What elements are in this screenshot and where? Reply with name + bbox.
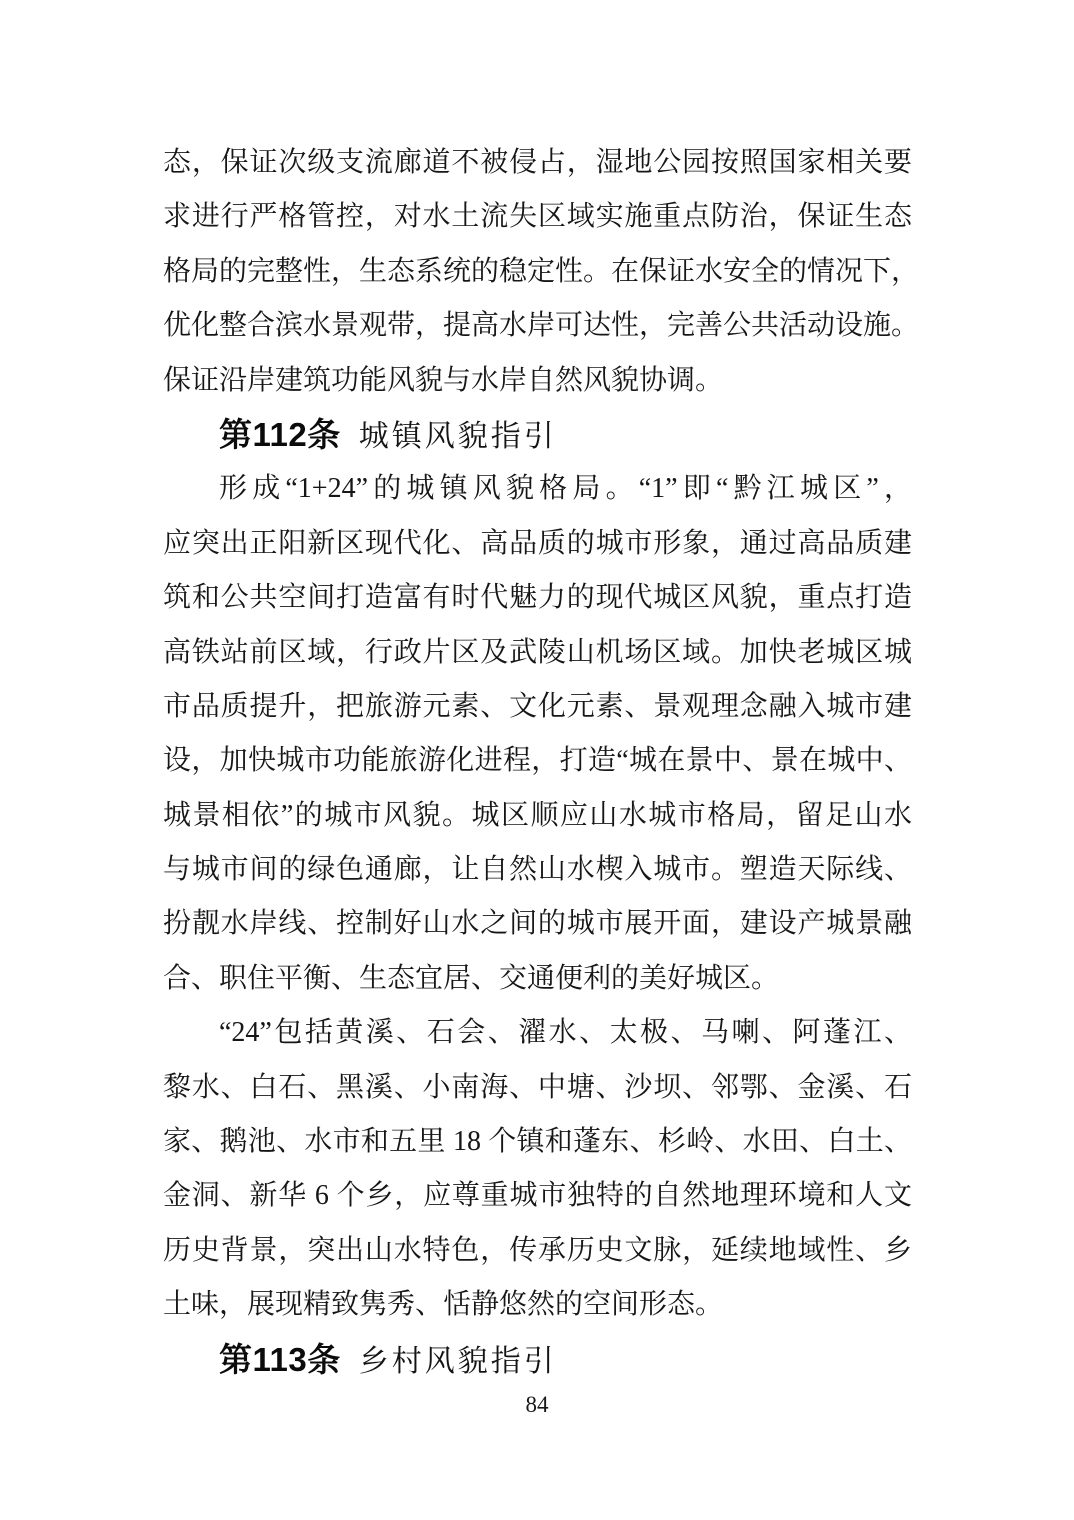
text-line: “24”包括黄溪、石会、濯水、太极、马喇、阿蓬江、 xyxy=(219,1017,912,1049)
paragraph xyxy=(163,462,912,1006)
document-content xyxy=(163,136,920,1387)
paragraph xyxy=(163,1006,912,1332)
text-line: 土味，展现精致隽秀、恬静悠然的空间形态。 xyxy=(163,1289,724,1321)
text-line: 应突出正阳新区现代化、高品质的城市形象，通过高品质建 xyxy=(163,527,912,559)
text-line: 高铁站前区域，行政片区及武陵山机场区域。加快老城区城 xyxy=(163,636,912,668)
article-title: 城镇风貌指引 xyxy=(358,419,557,453)
text-line: 合、职住平衡、生态宜居、交通便利的美好城区。 xyxy=(163,962,780,994)
text-line: 态，保证次级支流廊道不被侵占，湿地公园按照国家相关要 xyxy=(163,147,912,178)
text-line: 格局的完整性，生态系统的稳定性。在保证水安全的情况下， xyxy=(163,255,920,287)
article-number: 第112条 xyxy=(219,415,341,453)
article-heading xyxy=(163,408,912,462)
paragraph xyxy=(163,136,920,408)
text-line: 扮靓水岸线、控制好山水之间的城市展开面，建设产城景融 xyxy=(163,908,912,940)
text-line: 设，加快城市功能旅游化进程，打造“城在景中、景在城中、 xyxy=(163,745,912,777)
text-line: 与城市间的绿色通廊，让自然山水楔入城市。塑造天际线、 xyxy=(163,854,912,886)
text-line: 保证沿岸建筑功能风貌与水岸自然风貌协调。 xyxy=(163,364,724,396)
text-line: 筑和公共空间打造富有时代魅力的现代城区风貌，重点打造 xyxy=(163,582,912,614)
page-number: 84 xyxy=(525,1392,549,1417)
text-line: 黎水、白石、黑溪、小南海、中塘、沙坝、邻鄂、金溪、石 xyxy=(163,1071,912,1103)
text-line: 求进行严格管控，对水土流失区域实施重点防治，保证生态 xyxy=(163,201,912,233)
text-line: 金洞、新华 6 个乡，应尊重城市独特的自然地理环境和人文 xyxy=(163,1180,912,1212)
text-line: 形成“1+24”的城镇风貌格局。“1”即“黔江城区”， xyxy=(219,473,912,505)
text-line: 优化整合滨水景观带，提高水岸可达性，完善公共活动设施。 xyxy=(163,310,920,342)
article-heading xyxy=(163,1333,912,1387)
text-line: 市品质提升，把旅游元素、文化元素、景观理念融入城市建 xyxy=(163,690,912,722)
text-line: 城景相依”的城市风貌。城区顺应山水城市格局，留足山水 xyxy=(163,799,912,831)
text-line: 家、鹅池、水市和五里 18 个镇和蓬东、杉岭、水田、白土、 xyxy=(163,1126,912,1158)
article-title: 乡村风貌指引 xyxy=(358,1344,557,1378)
article-number: 第113条 xyxy=(219,1340,341,1378)
text-line: 历史背景，突出山水特色，传承历史文脉，延续地域性、乡 xyxy=(163,1234,912,1266)
